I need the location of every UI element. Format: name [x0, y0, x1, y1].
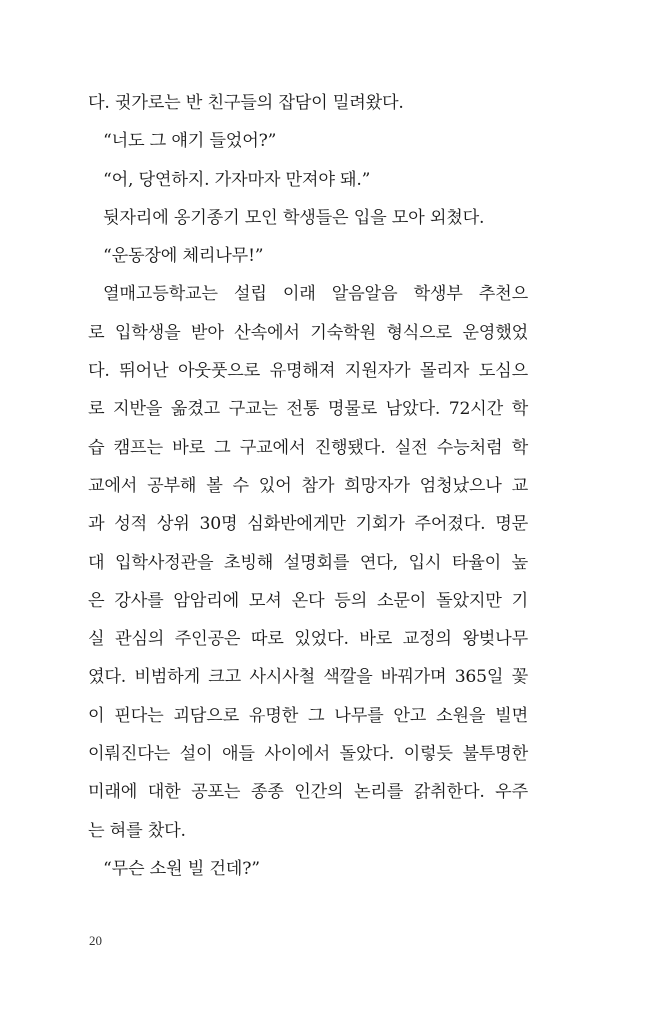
- paragraph-line: 열매고등학교는 설립 이래 알음알음 학생부 추천으: [103, 284, 528, 305]
- paragraph-line: 이뤄진다는 설이 애들 사이에서 돌았다. 이렇듯 불투명한: [88, 744, 528, 765]
- page-body: [88, 84, 528, 888]
- paragraph-line: 다. 뛰어난 아웃풋으로 유명해져 지원자가 몰리자 도심으: [88, 361, 528, 382]
- paragraph-line: 이 핀다는 괴담으로 유명한 그 나무를 안고 소원을 빌면: [88, 705, 528, 726]
- paragraph-line: 교에서 공부해 볼 수 있어 참가 희망자가 엄청났으나 교: [88, 475, 528, 496]
- text-line: 뒷자리에 옹기종기 모인 학생들은 입을 모아 외쳤다.: [103, 207, 485, 228]
- dialogue-line: “운동장에 체리나무!”: [103, 246, 264, 267]
- paragraph-line: 습 캠프는 바로 그 구교에서 진행됐다. 실전 수능처럼 학: [88, 437, 528, 458]
- dialogue-line: “무슨 소원 빌 건데?”: [103, 858, 260, 879]
- paragraph-line: 였다. 비범하게 크고 사시사철 색깔을 바꿔가며 365일 꽃: [88, 667, 528, 688]
- dialogue-line: “어, 당연하지. 가자마자 만져야 돼.”: [103, 169, 371, 190]
- paragraph-line: 로 입학생을 받아 산속에서 기숙학원 형식으로 운영했었: [88, 322, 528, 343]
- dialogue-line: “너도 그 얘기 들었어?”: [103, 131, 277, 152]
- paragraph-line: 로 지반을 옮겼고 구교는 전통 명물로 남았다. 72시간 학: [88, 399, 528, 420]
- paragraph-line: 대 입학사정관을 초빙해 설명회를 연다, 입시 타율이 높: [88, 552, 528, 573]
- paragraph-line: 실 관심의 주인공은 따로 있었다. 바로 교정의 왕벚나무: [88, 629, 528, 650]
- paragraph-line: 과 성적 상위 30명 심화반에게만 기회가 주어졌다. 명문: [88, 514, 528, 535]
- text-line: 다. 귓가로는 반 친구들의 잡담이 밀려왔다.: [88, 93, 404, 113]
- paragraph-line: 은 강사를 암암리에 모셔 온다 등의 소문이 돌았지만 기: [88, 590, 528, 611]
- page-number: 20: [89, 933, 102, 948]
- paragraph-line: 는 혀를 찼다.: [88, 820, 186, 841]
- paragraph-line: 미래에 대한 공포는 종종 인간의 논리를 갉취한다. 우주: [88, 782, 528, 803]
